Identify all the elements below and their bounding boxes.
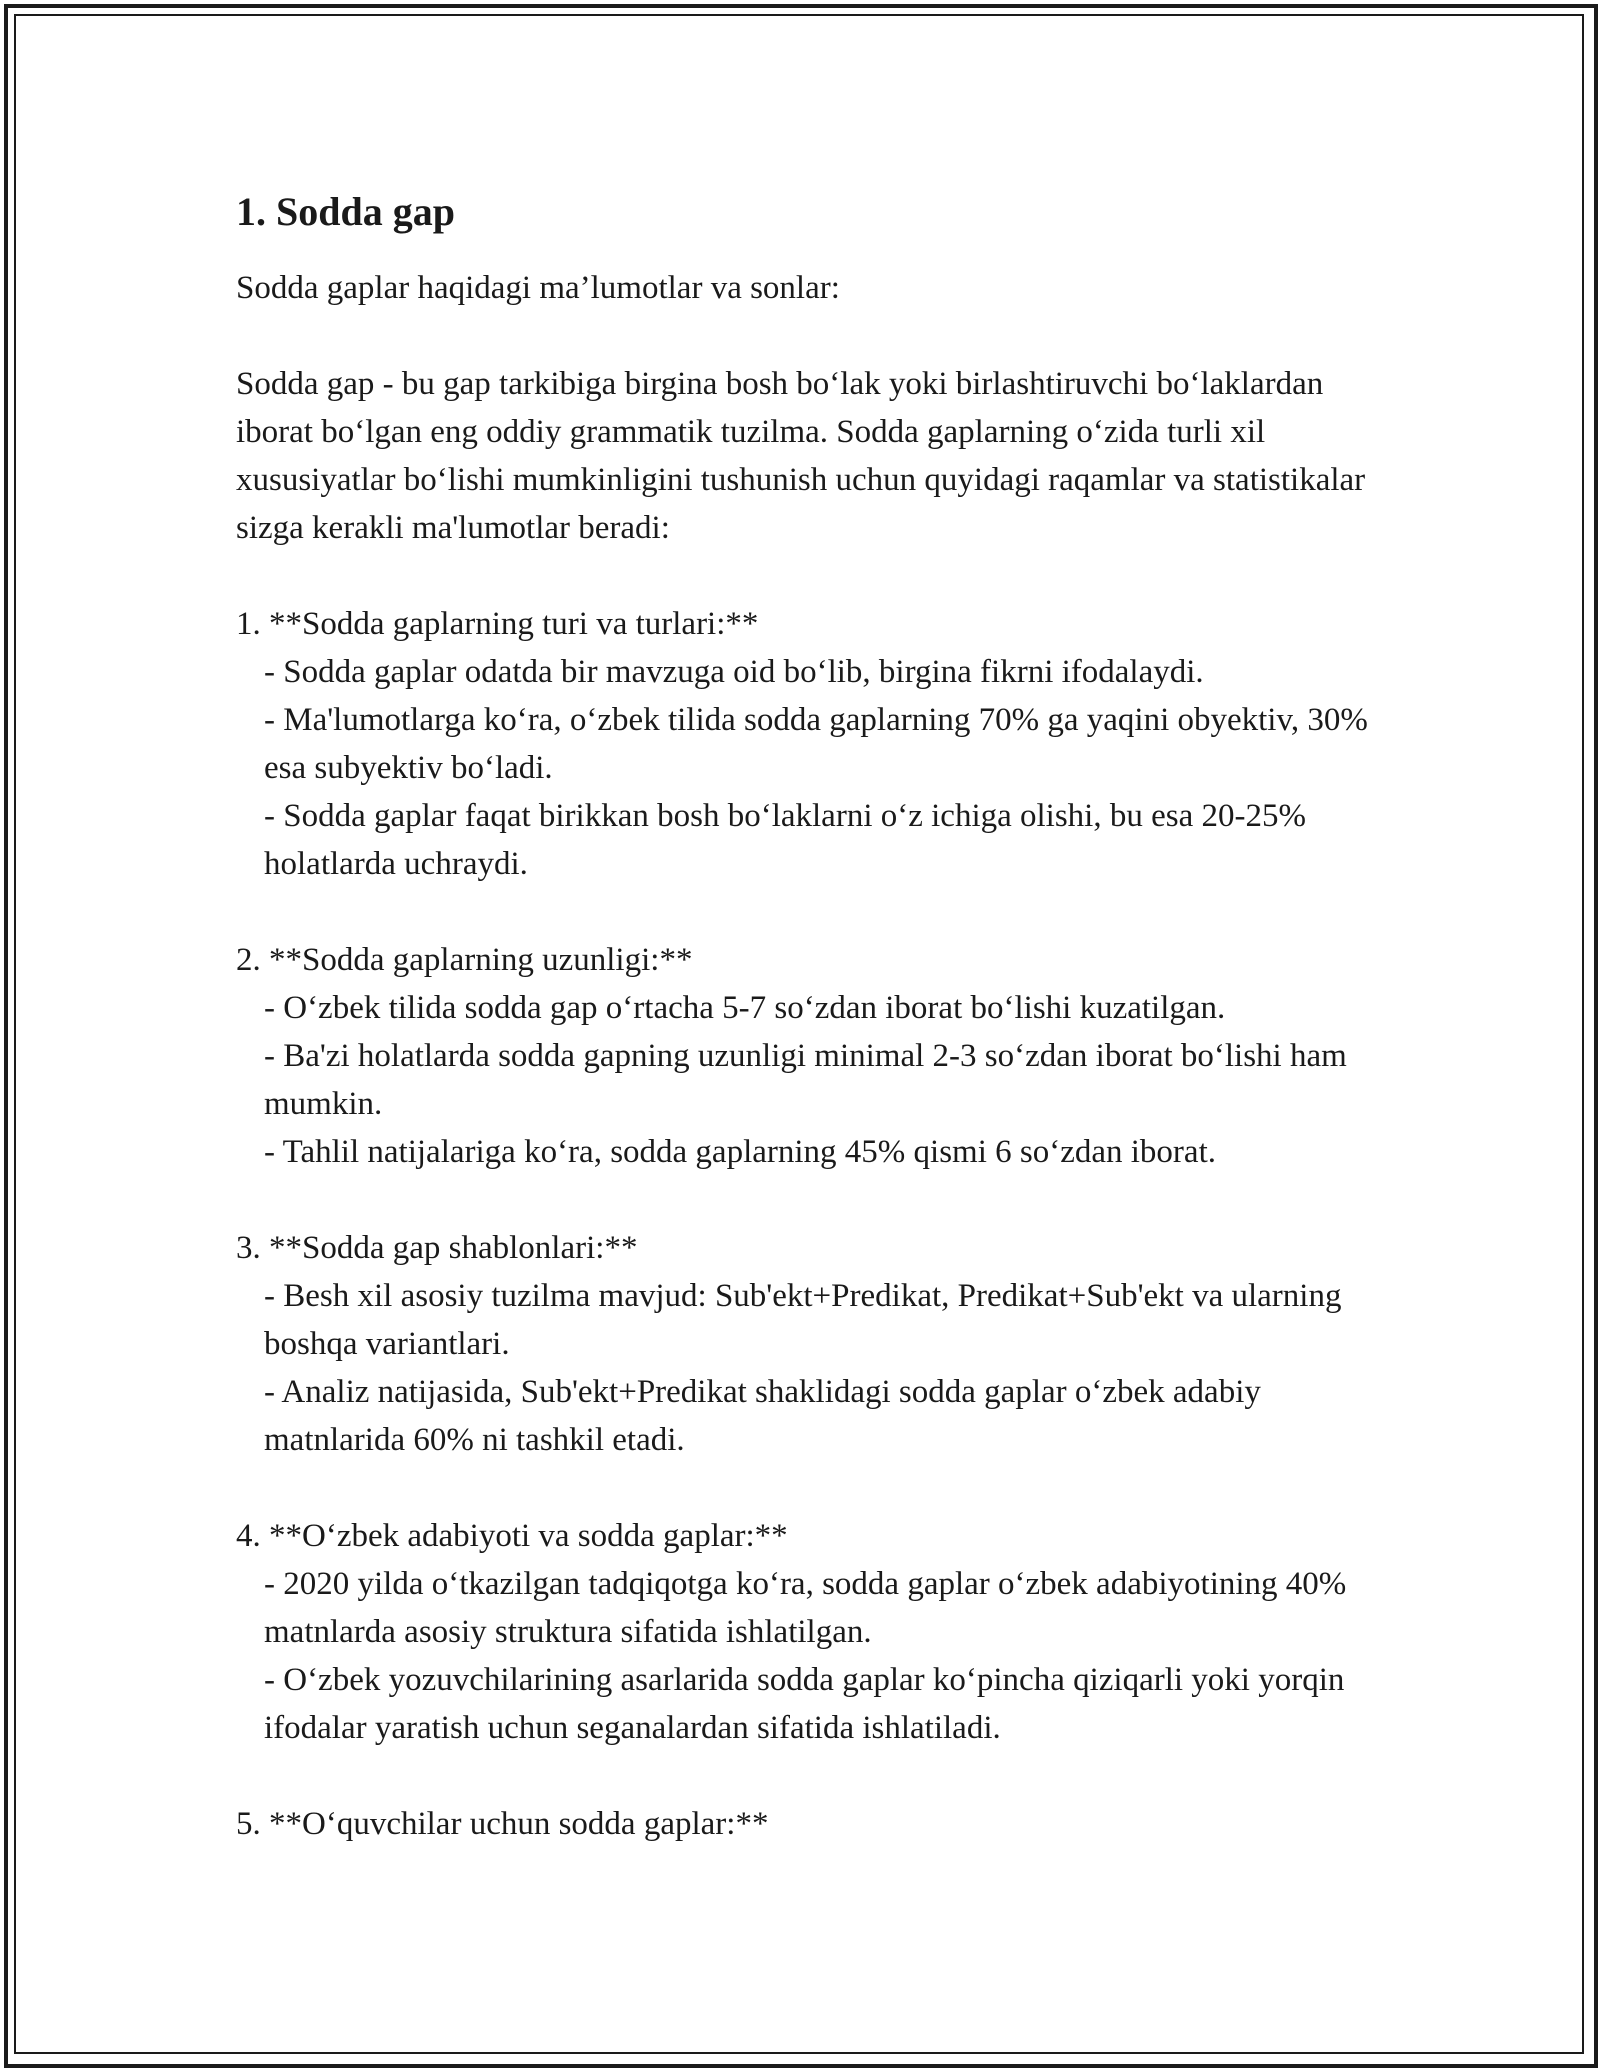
spacer xyxy=(236,312,1376,360)
section-heading: 2. **Sodda gaplarning uzunligi:** xyxy=(236,942,693,978)
section-2 xyxy=(236,936,1376,1176)
list-item: - Ba'zi holatlarda sodda gapning uzunligi minimal 2-3 so‘zdan iborat bo‘lishi ham mumkin. xyxy=(264,1038,1347,1122)
section-heading: 5. **O‘quvchilar uchun sodda gaplar:** xyxy=(236,1806,769,1842)
list-item: - Besh xil asosiy tuzilma mavjud: Sub'ekt+Predikat, Predikat+Sub'ekt va ularning boshqa variantlari. xyxy=(264,1278,1342,1362)
section-3 xyxy=(236,1224,1376,1464)
section-5 xyxy=(236,1800,1376,1848)
spacer xyxy=(236,1464,1376,1512)
section-heading: 4. **O‘zbek adabiyoti va sodda gaplar:** xyxy=(236,1518,788,1554)
document-body xyxy=(236,186,1376,1848)
list-item: - Ma'lumotlarga ko‘ra, o‘zbek tilida sodda gaplarning 70% ga yaqini obyektiv, 30% esa subyektiv bo‘ladi. xyxy=(264,702,1368,786)
intro-line: Sodda gaplar haqidagi ma’lumotlar va sonlar: xyxy=(236,270,840,306)
list-item: - Analiz natijasida, Sub'ekt+Predikat shaklidagi sodda gaplar o‘zbek adabiy matnlarida 60% ni tashkil etadi. xyxy=(264,1374,1261,1458)
spacer xyxy=(236,888,1376,936)
section-1 xyxy=(236,600,1376,888)
list-item: - Sodda gaplar odatda bir mavzuga oid bo‘lib, birgina fikrni ifodalaydi. xyxy=(264,654,1204,690)
list-item: - Sodda gaplar faqat birikkan bosh bo‘laklarni o‘z ichiga olishi, bu esa 20-25% holatlarda uchraydi. xyxy=(264,798,1306,882)
list-item: - Tahlil natijalariga ko‘ra, sodda gaplarning 45% qismi 6 so‘zdan iborat. xyxy=(264,1134,1216,1170)
intro-paragraph: Sodda gap - bu gap tarkibiga birgina bosh bo‘lak yoki birlashtiruvchi bo‘laklardan iborat bo‘lgan eng oddiy grammatik tuzilma. Sodda gaplarning o‘zida turli xil xususiyatlar bo‘lishi mumkinligini tushunish uchun quyidagi raqamlar va statistikalar sizga kerakli ma'lumotlar beradi: xyxy=(236,366,1366,546)
section-4 xyxy=(236,1512,1376,1752)
section-heading: 1. **Sodda gaplarning turi va turlari:** xyxy=(236,606,759,642)
list-item: - 2020 yilda o‘tkazilgan tadqiqotga ko‘ra, sodda gaplar o‘zbek adabiyotining 40% matnlarda asosiy struktura sifatida ishlatilgan. xyxy=(264,1566,1347,1650)
spacer xyxy=(236,1176,1376,1224)
list-item: - O‘zbek yozuvchilarining asarlarida sodda gaplar ko‘pincha qiziqarli yoki yorqin ifodalar yaratish uchun seganalardan sifatida ishlatiladi. xyxy=(264,1662,1345,1746)
list-item: - O‘zbek tilida sodda gap o‘rtacha 5-7 so‘zdan iborat bo‘lishi kuzatilgan. xyxy=(264,990,1226,1026)
spacer xyxy=(236,552,1376,600)
document-title: 1. Sodda gap xyxy=(236,189,455,234)
spacer xyxy=(236,1752,1376,1800)
section-heading: 3. **Sodda gap shablonlari:** xyxy=(236,1230,638,1266)
